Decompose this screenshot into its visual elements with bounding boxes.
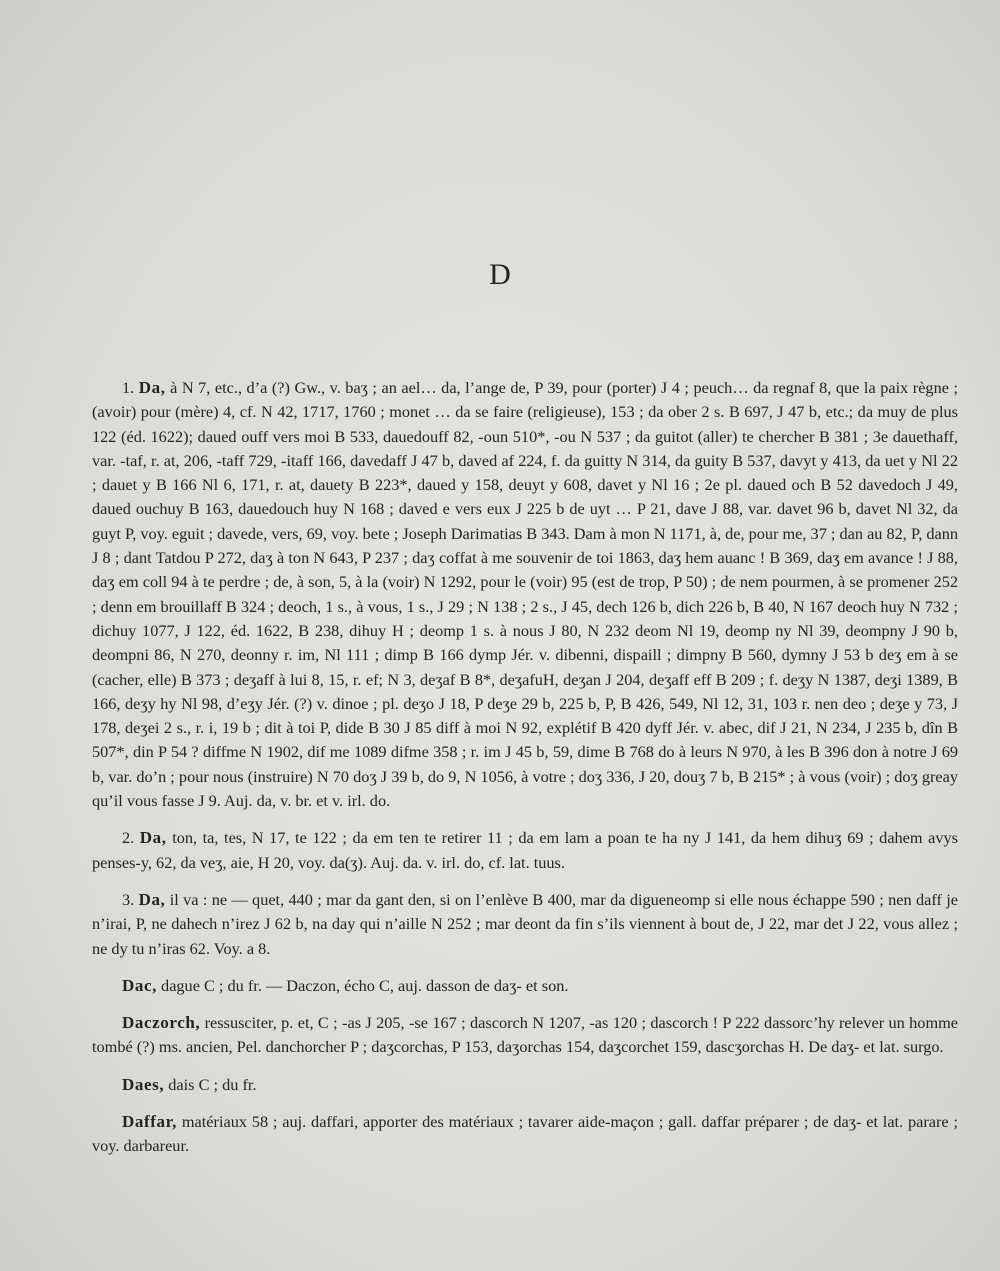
headword: Da, <box>139 828 167 848</box>
entry <box>92 888 958 961</box>
entry-number: 2. <box>122 828 140 848</box>
entry <box>92 1110 958 1159</box>
headword: Daczorch, <box>122 1013 201 1033</box>
entry <box>92 1011 958 1060</box>
entry <box>92 826 958 875</box>
dictionary-entries <box>92 376 958 1172</box>
entry <box>92 1073 958 1097</box>
entry-text: à N 7, etc., d’a (?) Gw., v. baʒ ; an ael… da, l’ange de, P 39, pour (porter) J 4 ; peuch… da regnaf 8, que la paix règne ; (avoir) pour (mère) 4, cf. N 42, 1717, 1760 ; monet … da se faire (religieuse), 153 ; da ober 2 s. B 697, J 47 b, etc.; da muy de plus 122 (éd. 1622); daued ouff vers moi B 533, dauedouff 82, -oun 510*, -ou N 537 ; da guitot (aller) te chercher B 381 ; 3e dauethaff, var. -taf, r. at, 206, -taff 729, -itaff 166, davedaff J 47 b, daved af 224, f. da guitty N 314, da guity B 537, davyt y 413, da uet y Nl 22 ; dauet y B 166 Nl 6, 171, r. at, dauety B 223*, daued y 158, deuyt y 608, davet y Nl 16 ; 2e pl. daued och B 52 davedoch J 49, daued ouchuy B 163, dauedouch huy N 168 ; daved e vers eux J 225 b de uyt … P 21, dave J 88, var. davet 96 b, davet Nl 32, da guyt P, voy. eguit ; davede, vers, 69, voy. bete ; Joseph Darimatias B 343. Dam à mon N 1171, à, de, pour me, 37 ; dan au 82, P, dann J 8 ; dant Tatdou P 272, daʒ à ton N 643, P 237 ; daʒ coffat à me souvenir de toi 1863, daʒ hem auanc ! B 369, daʒ em avance ! J 88, daʒ em coll 94 à te perdre ; de, à son, 5, à la (voir) N 1292, pour le (voir) 95 (est de trop, P 50) ; de nem pourmen, à se promener 252 ; denn em brouillaff B 324 ; deoch, 1 s., à vous, 1 s., J 29 ; N 138 ; 2 s., J 45, dech 126 b, dich 226 b, B 40, N 167 deoch huy N 732 ; dichuy 1077, J 122, éd. 1622, B 238, dihuy H ; deomp 1 s. à nous J 80, N 232 deom Nl 19, deomp ny Nl 39, deompny J 90 b, deompni 86, N 270, deonny r. im, Nl 111 ; dimp B 166 dymp Jér. v. dibenni, dispaill ; dimpny B 560, dymny J 53 b deʒ em à se (cacher, elle) B 373 ; deʒaff à lui 8, 15, r. ef; N 3, deʒaf B 8*, deʒafuH, deʒan J 204, deʒaff eff B 209 ; f. deʒy N 1387, deʒi 1389, B 166, deʒy hy Nl 98, d’eʒy Jér. (?) v. dinoe ; pl. deʒo J 18, P deʒe 29 b, 225 b, P, B 426, 549, Nl 12, 31, 103 r. nen deo ; deʒe y 73, J 178, deʒei 2 s., r. i, 19 b ; dit à toi P, dide B 30 J 85 diff à moi N 92, explétif B 420 dyff Jér. v. abec, dif J 21, N 234, J 235 b, dîn B 507*, din P 54 ? diffme N 1902, dif me 1089 difme 358 ; r. im J 45 b, 59, dime B 768 do à leurs N 970, à les B 396 don à notre J 69 b, var. do’n ; pour nous (instruire) N 70 doʒ J 39 b, do 9, N 1056, à votre ; doʒ 336, J 20, douʒ 7 b, B 215* ; à vous (voir) ; doʒ greay qu’il vous fasse J 9. Auj. da, v. br. et v. irl. do. <box>92 378 958 811</box>
entry-number: 3. <box>122 889 139 909</box>
entry-text: ton, ta, tes, N 17, te 122 ; da em ten te retirer 11 ; da em lam a poan te ha ny J 141, da hem dihuʒ 69 ; dahem avys penses-y, 62, da veʒ, aie, H 20, voy. da(ʒ). Auj. da. v. irl. do, cf. lat. tuus. <box>92 828 958 872</box>
entry-text: matériaux 58 ; auj. daffari, apporter des matériaux ; tavarer aide-maçon ; gall. daffar préparer ; de daʒ- et lat. parare ; voy. darbareur. <box>92 1112 958 1156</box>
entry-text: il va : ne — quet, 440 ; mar da gant den, si on l’enlève B 400, mar da digueneomp si elle nous échappe 590 ; nen daff je n’irai, P, ne dahech n’irez J 62 b, na day qui n’aille N 252 ; mar deont da fin s’ils viennent à bout de, J 22, mar det J 22, vous allez ; ne dy tu n’iras 62. Voy. a 8. <box>92 889 959 958</box>
headword: Daes, <box>122 1074 165 1094</box>
section-letter: D <box>489 258 511 291</box>
entry-text: dague C ; du fr. — Daczon, écho C, auj. dasson de daʒ- et son. <box>156 975 569 995</box>
entry-text: dais C ; du fr. <box>164 1074 257 1094</box>
headword: Dac, <box>122 975 157 995</box>
entry-text: ressusciter, p. et, C ; -as J 205, -se 167 ; dascorch N 1207, -as 120 ; dascorch ! P 222 dassorc’hy relever un homme tombé (?) ms. ancien, Pel. danchorcher P ; daʒcorchas, P 153, daʒorchas 154, daʒcorchet 159, dascʒorchas H. De daʒ- et lat. surgo. <box>92 1013 958 1057</box>
headword: Da, <box>138 889 166 909</box>
headword: Daffar, <box>122 1112 178 1132</box>
headword: Da, <box>138 378 166 397</box>
entry <box>92 974 958 998</box>
entry-number: 1. <box>122 378 139 397</box>
entry <box>92 376 958 813</box>
